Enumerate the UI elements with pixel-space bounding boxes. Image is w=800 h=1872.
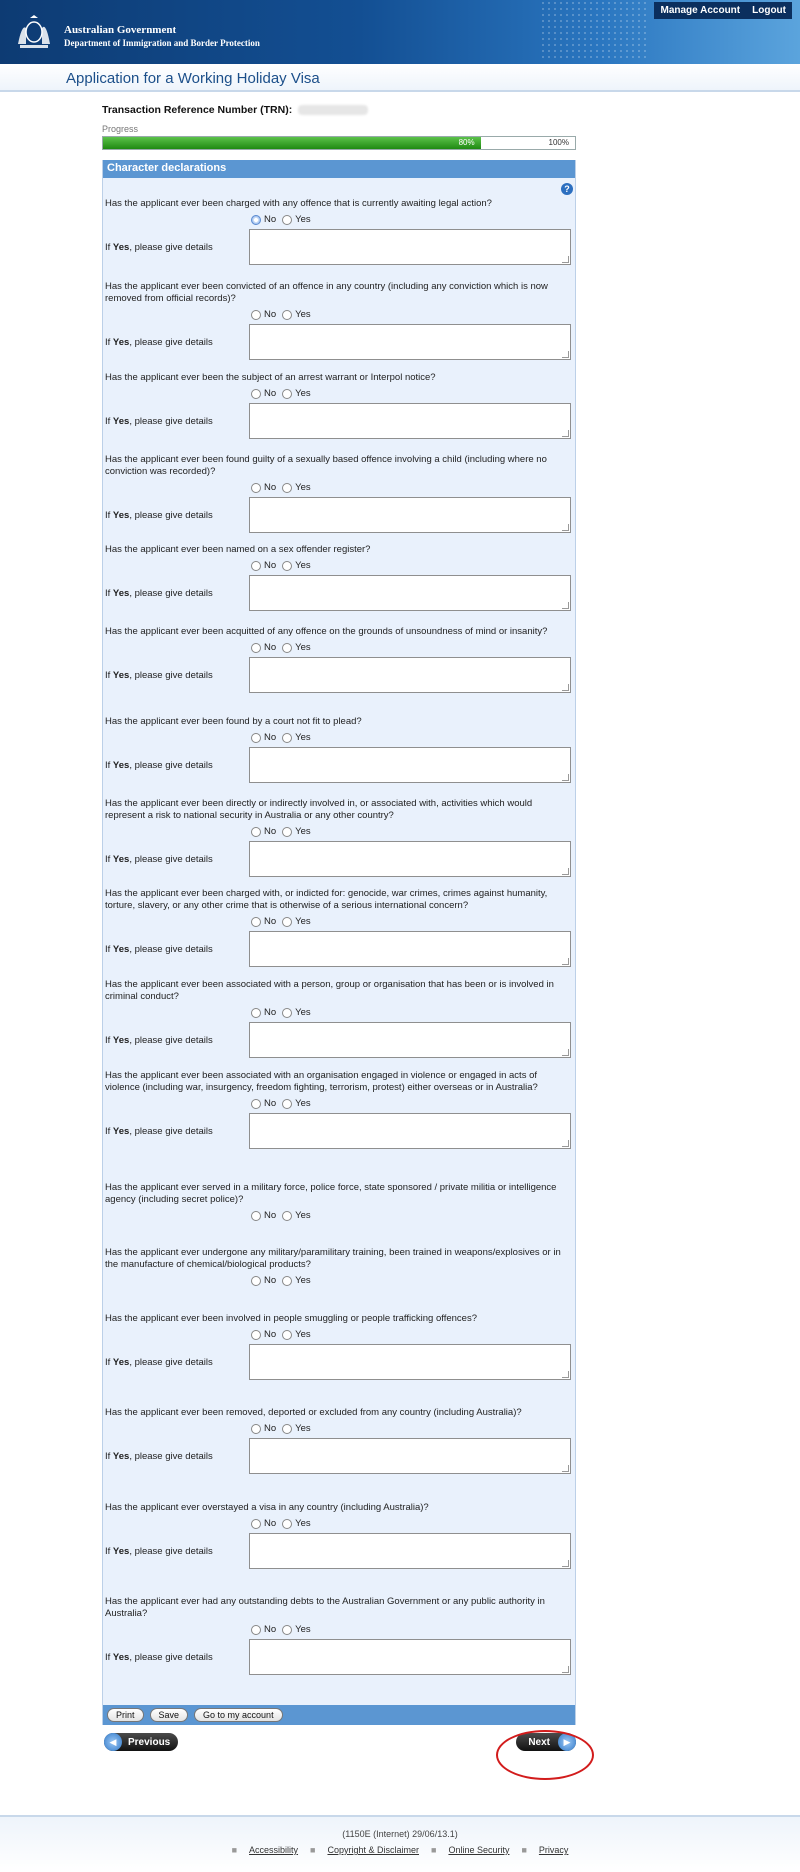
yes-label: Yes [295,482,311,493]
details-prefix: If [105,1450,111,1462]
yes-label: Yes [295,388,311,399]
help-icon[interactable]: ? [561,183,573,195]
no-label: No [264,1329,277,1340]
details-row [105,841,573,877]
details-textarea[interactable] [249,1344,571,1380]
details-label [105,416,249,427]
question-block [105,1313,573,1380]
yes-radio[interactable] [282,1099,292,1109]
question-block [105,1070,573,1149]
details-prefix: If [105,669,111,681]
progress-label: Progress [102,124,139,134]
copyright-link[interactable]: Copyright & Disclaimer [327,1845,419,1855]
details-suffix: , please give details [129,415,213,427]
details-row [105,747,573,783]
details-suffix: , please give details [129,509,213,521]
yes-label: Yes [295,642,311,653]
yes-label: Yes [295,1329,311,1340]
question-block [105,888,573,967]
details-textarea[interactable] [249,931,571,967]
details-textarea[interactable] [249,841,571,877]
details-suffix: , please give details [129,1125,213,1137]
no-label: No [264,1423,277,1434]
previous-label: Previous [128,1736,171,1748]
details-suffix: , please give details [129,241,213,253]
answer-radio-group [251,560,573,571]
details-suffix: , please give details [129,1356,213,1368]
yes-label: Yes [295,560,311,571]
question-text: Has the applicant ever been named on a sex offender register? [105,544,371,555]
details-prefix: If [105,943,111,955]
question-block [105,979,573,1058]
no-radio[interactable] [251,1424,261,1434]
no-radio[interactable] [251,310,261,320]
question-text: Has the applicant ever had any outstanding debts to the Australian Government or any public authority in Australia? [105,1596,545,1619]
no-label: No [264,732,277,743]
question-block [105,1247,573,1286]
no-radio[interactable] [251,827,261,837]
no-label: No [264,214,277,225]
yes-radio[interactable] [282,827,292,837]
details-label [105,1652,249,1663]
details-row [105,1639,573,1675]
question-text: Has the applicant ever been the subject of an arrest warrant or Interpol notice? [105,372,436,383]
details-bold: Yes [112,1034,130,1046]
details-prefix: If [105,509,111,521]
details-suffix: , please give details [129,943,213,955]
details-bold: Yes [112,669,130,681]
online-security-link[interactable]: Online Security [448,1845,510,1855]
details-label [105,1357,249,1368]
chevron-right-icon: ▶ [558,1733,576,1751]
footer-links [0,1845,800,1855]
yes-radio[interactable] [282,1424,292,1434]
progress-bar [102,136,576,150]
details-bold: Yes [112,241,130,253]
details-label [105,337,249,348]
details-prefix: If [105,1651,111,1663]
no-radio[interactable] [251,1330,261,1340]
answer-radio-group [251,1098,573,1109]
coat-of-arms-icon [12,14,56,52]
question-text: Has the applicant ever served in a military force, police force, state sponsored / private militia or intelligence agency (including secret police)? [105,1182,557,1205]
yes-radio[interactable] [282,917,292,927]
question-block [105,281,573,360]
yes-label: Yes [295,1275,311,1286]
question-block [105,626,573,693]
details-bold: Yes [112,943,130,955]
question-text: Has the applicant ever overstayed a visa in any country (including Australia)? [105,1502,429,1513]
manage-account-link[interactable]: Manage Account [654,2,746,19]
question-text: Has the applicant ever been associated with a person, group or organisation that has been or is involved in criminal conduct? [105,979,554,1002]
question-text: Has the applicant ever been removed, deported or excluded from any country (including Australia)? [105,1407,522,1418]
trn-row [102,104,576,116]
question-text: Has the applicant ever been associated with an organisation engaged in violence or engaged in acts of violence (including war, insurgency, freedom fighting, terrorism, protest) either overseas or in Australia? [105,1070,538,1093]
answer-radio-group [251,214,573,225]
answer-radio-group [251,309,573,320]
previous-button[interactable] [104,1733,178,1751]
section-title: Character declarations [103,160,575,178]
site-header [0,0,800,64]
details-prefix: If [105,853,111,865]
no-radio[interactable] [251,561,261,571]
form-action-bar [103,1705,575,1725]
yes-label: Yes [295,1518,311,1529]
yes-radio[interactable] [282,1330,292,1340]
details-suffix: , please give details [129,853,213,865]
yes-radio[interactable] [282,389,292,399]
yes-label: Yes [295,732,311,743]
trn-label: Transaction Reference Number (TRN): [102,104,293,116]
top-nav [654,2,792,19]
details-prefix: If [105,336,111,348]
no-radio[interactable] [251,1276,261,1286]
details-row [105,657,573,693]
answer-radio-group [251,732,573,743]
details-bold: Yes [112,1450,130,1462]
details-bold: Yes [112,509,130,521]
details-row [105,1022,573,1058]
yes-radio[interactable] [282,1008,292,1018]
details-suffix: , please give details [129,1545,213,1557]
details-prefix: If [105,1545,111,1557]
version-text: (1150E (Internet) 29/06/13.1) [342,1829,458,1839]
yes-radio[interactable] [282,1276,292,1286]
trn-value-redacted [298,105,368,115]
answer-radio-group [251,1007,573,1018]
details-row [105,497,573,533]
yes-label: Yes [295,826,311,837]
details-row [105,1113,573,1149]
details-textarea[interactable] [249,575,571,611]
site-footer [0,1815,800,1872]
no-label: No [264,388,277,399]
no-radio[interactable] [251,1625,261,1635]
bullet-icon: ■ [231,1845,238,1855]
gov-line1: Australian Government [64,24,177,36]
bullet-icon: ■ [431,1845,437,1855]
question-text: Has the applicant ever been found guilty of a sexually based offence involving a child (including where no conviction was recorded)? [105,454,547,477]
details-label [105,944,249,955]
question-text: Has the applicant ever been acquitted of any offence on the grounds of unsoundness of mind or insanity? [105,626,548,637]
question-block [105,798,573,877]
page-title: Application for a Working Holiday Visa [66,70,320,87]
accessibility-link[interactable]: Accessibility [249,1845,299,1855]
details-row [105,931,573,967]
details-prefix: If [105,759,111,771]
question-block [105,1502,573,1569]
no-radio[interactable] [251,643,261,653]
details-bold: Yes [112,1356,130,1368]
details-row [105,229,573,265]
details-textarea[interactable] [249,1533,571,1569]
question-block [105,716,573,783]
no-label: No [264,1098,277,1109]
no-radio[interactable] [251,1008,261,1018]
details-row [105,1344,573,1380]
yes-radio[interactable] [282,733,292,743]
details-suffix: , please give details [129,587,213,599]
yes-radio[interactable] [282,1625,292,1635]
question-text: Has the applicant ever been found by a court not fit to plead? [105,716,362,727]
details-prefix: If [105,415,111,427]
go-to-account-button[interactable]: Go to my account [194,1708,283,1722]
details-suffix: , please give details [129,1651,213,1663]
details-label [105,588,249,599]
yes-radio[interactable] [282,1211,292,1221]
header-dot-pattern [540,0,650,60]
details-label [105,1451,249,1462]
details-bold: Yes [112,853,130,865]
details-label [105,1126,249,1137]
yes-radio[interactable] [282,643,292,653]
answer-radio-group [251,1275,573,1286]
yes-radio[interactable] [282,483,292,493]
details-row [105,324,573,360]
details-bold: Yes [112,336,130,348]
question-text: Has the applicant ever been involved in people smuggling or people trafficking offences? [105,1313,477,1324]
details-label [105,1546,249,1557]
details-bold: Yes [112,1651,130,1663]
no-label: No [264,1275,277,1286]
details-textarea[interactable] [249,324,571,360]
details-textarea[interactable] [249,1022,571,1058]
character-declarations-panel [102,160,576,1725]
question-block [105,1596,573,1675]
details-label [105,510,249,521]
answer-radio-group [251,1624,573,1635]
answer-radio-group [251,1210,573,1221]
details-textarea[interactable] [249,497,571,533]
yes-label: Yes [295,1098,311,1109]
details-prefix: If [105,1034,111,1046]
print-button[interactable]: Print [107,1708,144,1722]
no-radio[interactable] [251,215,261,225]
privacy-link[interactable]: Privacy [538,1845,569,1855]
details-bold: Yes [112,415,130,427]
no-radio[interactable] [251,733,261,743]
details-textarea[interactable] [249,657,571,693]
details-bold: Yes [112,587,130,599]
question-text: Has the applicant ever been convicted of an offence in any country (including any conviction which is now removed from official records)? [105,281,548,304]
question-block [105,1182,573,1221]
details-textarea[interactable] [249,229,571,265]
question-block [105,372,573,439]
no-label: No [264,916,277,927]
details-textarea[interactable] [249,1438,571,1474]
yes-label: Yes [295,1624,311,1635]
no-radio[interactable] [251,483,261,493]
bullet-icon: ■ [310,1845,316,1855]
no-label: No [264,482,277,493]
chevron-left-icon: ◀ [104,1733,122,1751]
question-text: Has the applicant ever been directly or indirectly involved in, or associated with, activities which would represent a risk to national security in Australia or any other country? [105,798,533,821]
no-radio[interactable] [251,389,261,399]
details-label [105,760,249,771]
details-textarea[interactable] [249,1639,571,1675]
progress-value: 80% [458,138,475,147]
yes-label: Yes [295,309,311,320]
no-label: No [264,1518,277,1529]
yes-label: Yes [295,214,311,225]
details-suffix: , please give details [129,759,213,771]
answer-radio-group [251,1518,573,1529]
details-bold: Yes [112,759,130,771]
details-row [105,1438,573,1474]
no-label: No [264,1210,277,1221]
details-textarea[interactable] [249,403,571,439]
bullet-icon: ■ [521,1845,527,1855]
details-textarea[interactable] [249,747,571,783]
details-label [105,670,249,681]
save-button[interactable]: Save [150,1708,189,1722]
no-label: No [264,826,277,837]
yes-label: Yes [295,916,311,927]
yes-label: Yes [295,1210,311,1221]
logout-link[interactable]: Logout [746,2,792,19]
no-label: No [264,1007,277,1018]
progress-fill [103,137,481,149]
details-prefix: If [105,241,111,253]
yes-label: Yes [295,1423,311,1434]
details-label [105,242,249,253]
yes-radio[interactable] [282,561,292,571]
question-text: Has the applicant ever undergone any military/paramilitary training, been trained in weapons/explosives or in the manufacture of chemical/biological products? [105,1247,561,1270]
question-block [105,454,573,533]
question-block [105,1407,573,1474]
details-label [105,1035,249,1046]
no-radio[interactable] [251,1519,261,1529]
details-bold: Yes [112,1545,130,1557]
details-row [105,1533,573,1569]
answer-radio-group [251,916,573,927]
progress-max: 100% [548,138,569,147]
answer-radio-group [251,482,573,493]
no-radio[interactable] [251,1099,261,1109]
main-content [102,92,576,1755]
details-prefix: If [105,1125,111,1137]
yes-radio[interactable] [282,310,292,320]
government-logo-text [64,24,260,49]
answer-radio-group [251,1329,573,1340]
answer-radio-group [251,388,573,399]
no-label: No [264,642,277,653]
no-label: No [264,560,277,571]
details-row [105,575,573,611]
details-prefix: If [105,587,111,599]
details-suffix: , please give details [129,669,213,681]
details-suffix: , please give details [129,1450,213,1462]
yes-radio[interactable] [282,215,292,225]
question-text: Has the applicant ever been charged with, or indicted for: genocide, war crimes, crimes against humanity, torture, slavery, or any other crime that is otherwise of a serious international concern? [105,888,548,911]
details-suffix: , please give details [129,1034,213,1046]
question-block [105,544,573,611]
yes-label: Yes [295,1007,311,1018]
next-label: Next [528,1736,550,1748]
answer-radio-group [251,642,573,653]
details-label [105,854,249,865]
answer-radio-group [251,826,573,837]
question-text: Has the applicant ever been charged with any offence that is currently awaiting legal action? [105,198,492,209]
yes-radio[interactable] [282,1519,292,1529]
gov-line2: Department of Immigration and Border Protection [64,38,260,48]
answer-radio-group [251,1423,573,1434]
details-row [105,403,573,439]
details-textarea[interactable] [249,1113,571,1149]
question-block [105,198,573,265]
details-prefix: If [105,1356,111,1368]
annotation-circle [496,1730,594,1780]
no-radio[interactable] [251,917,261,927]
no-label: No [264,309,277,320]
title-bar [0,64,800,92]
no-radio[interactable] [251,1211,261,1221]
no-label: No [264,1624,277,1635]
details-bold: Yes [112,1125,130,1137]
details-suffix: , please give details [129,336,213,348]
